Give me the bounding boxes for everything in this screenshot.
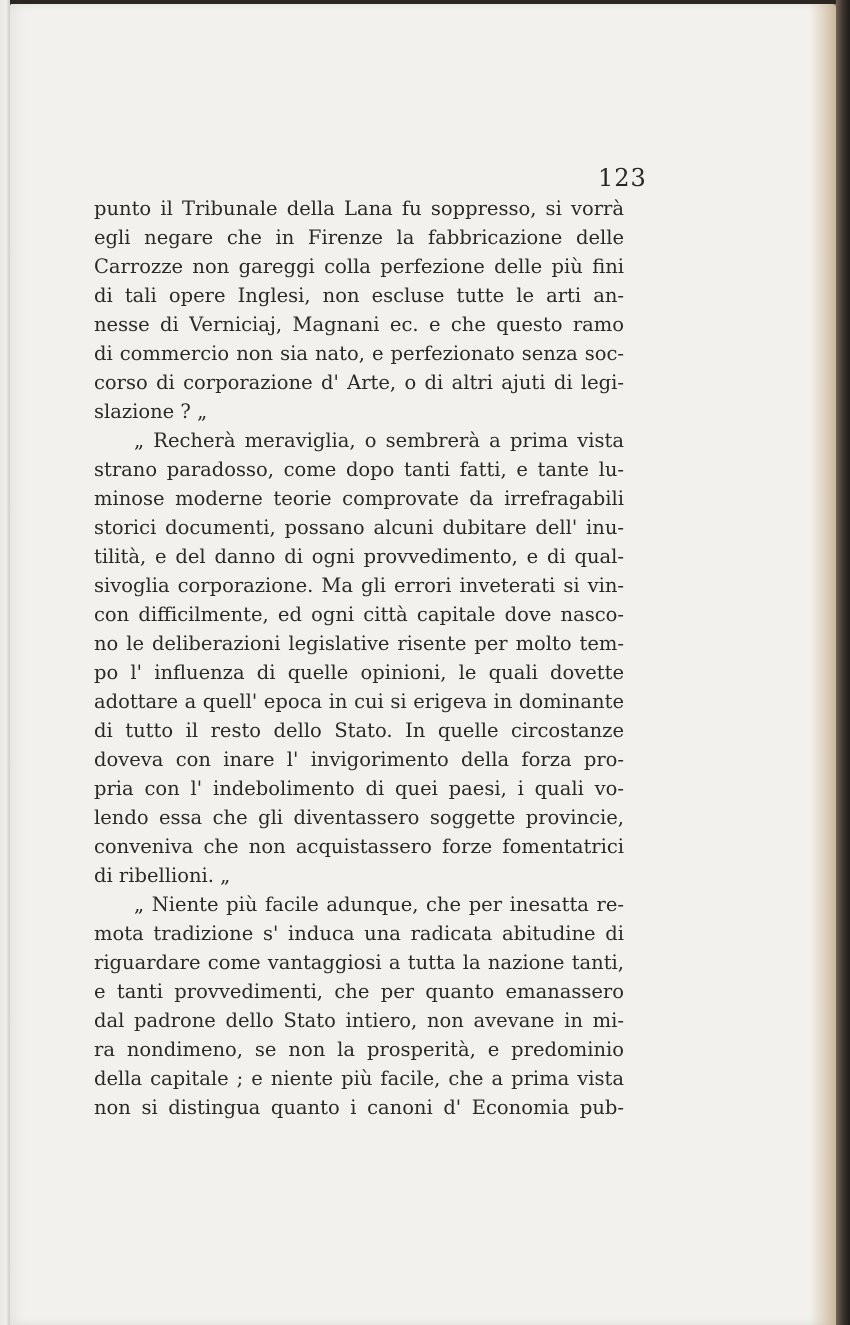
text-line: di tali opere Inglesi, non escluse tutte le arti an- bbox=[94, 284, 624, 307]
text-line: doveva con inare l' invigorimento della forza pro- bbox=[94, 748, 624, 771]
text-line: no le deliberazioni legislative risente per molto tem- bbox=[94, 632, 624, 655]
text-line: strano paradosso, come dopo tanti fatti, e tante lu- bbox=[94, 458, 624, 481]
text-line: corso di corporazione d' Arte, o di altri ajuti di legi- bbox=[94, 371, 624, 394]
text-line: storici documenti, possano alcuni dubitare dell' inu- bbox=[94, 516, 624, 539]
paragraph-first-line: „ Recherà meraviglia, o sembrerà a prima vista bbox=[134, 429, 624, 452]
text-line: riguardare come vantaggiosi a tutta la nazione tanti, bbox=[94, 951, 624, 974]
text-line: po l' influenza di quelle opinioni, le quali dovette bbox=[94, 661, 624, 684]
text-line: ra nondimeno, se non la prosperità, e predominio bbox=[94, 1038, 624, 1061]
page-number: 123 bbox=[598, 164, 647, 192]
text-line: Carrozze non gareggi colla perfezione delle più fini bbox=[94, 255, 624, 278]
text-line: lendo essa che gli diventassero soggette provincie, bbox=[94, 806, 624, 829]
text-line: sivoglia corporazione. Ma gli errori inveterati si vin- bbox=[94, 574, 624, 597]
text-line: conveniva che non acquistassero forze fomentatrici bbox=[94, 835, 624, 858]
text-line: mota tradizione s' induca una radicata abitudine di bbox=[94, 922, 624, 945]
text-line: di tutto il resto dello Stato. In quelle circostanze bbox=[94, 719, 624, 742]
text-line: slazione ? „ bbox=[94, 400, 208, 423]
foxed-page-edge bbox=[810, 4, 836, 1325]
text-line: adottare a quell' epoca in cui si erigeva in dominante bbox=[94, 690, 624, 713]
text-line: nesse di Verniciaj, Magnani ec. e che questo ramo bbox=[94, 313, 624, 336]
text-line: della capitale ; e niente più facile, che a prima vista bbox=[94, 1067, 624, 1090]
book-fore-edge bbox=[836, 0, 850, 1325]
text-line: di ribellioni. „ bbox=[94, 864, 231, 887]
text-line: e tanti provvedimenti, che per quanto emanassero bbox=[94, 980, 624, 1003]
facing-page-edge bbox=[0, 0, 10, 1325]
text-line: di commercio non sia nato, e perfezionato senza soc- bbox=[94, 342, 624, 365]
text-line: punto il Tribunale della Lana fu soppresso, si vorrà bbox=[94, 197, 624, 220]
text-line: non si distingua quanto i canoni d' Economia pub- bbox=[94, 1096, 624, 1119]
text-line: egli negare che in Firenze la fabbricazione delle bbox=[94, 226, 624, 249]
text-line: pria con l' indebolimento di quei paesi, i quali vo- bbox=[94, 777, 624, 800]
text-line: minose moderne teorie comprovate da irrefragabili bbox=[94, 487, 624, 510]
text-line: dal padrone dello Stato intiero, non avevane in mi- bbox=[94, 1009, 624, 1032]
text-line: con difficilmente, ed ogni città capitale dove nasco- bbox=[94, 603, 624, 626]
paragraph-first-line: „ Niente più facile adunque, che per inesatta re- bbox=[134, 893, 624, 916]
text-line: tilità, e del danno di ogni provvedimento, e di qual- bbox=[94, 545, 624, 568]
body-text bbox=[94, 194, 624, 1122]
